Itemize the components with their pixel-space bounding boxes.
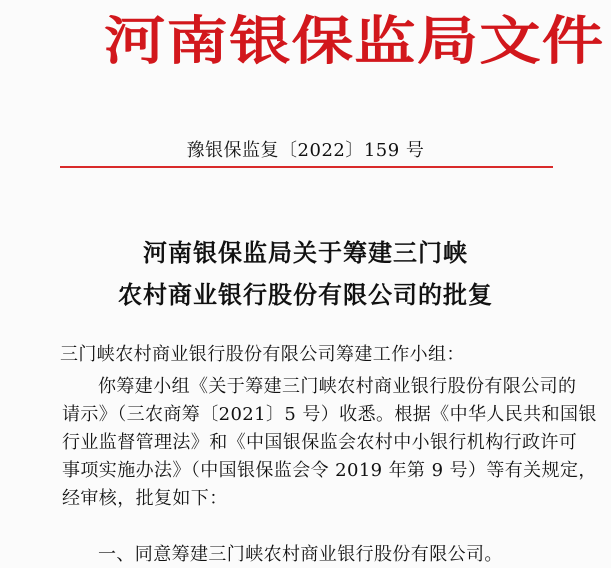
- approval-item-1: 一、同意筹建三门峡农村商业银行股份有限公司。: [98, 544, 503, 565]
- document-title-line-2: 农村商业银行股份有限公司的批复: [118, 280, 493, 309]
- paragraph-line-5: 经审核，批复如下：: [62, 488, 228, 509]
- paragraph-line-2: 请示》（三农商筹〔2021〕5 号）收悉。根据《中华人民共和国银: [62, 404, 597, 425]
- paragraph-line-4: 事项实施办法》（中国银保监会令 2019 年第 9 号）等有关规定，: [62, 460, 597, 481]
- paragraph-line-1: 你筹建小组《关于筹建三门峡农村商业银行股份有限公司的: [98, 376, 577, 397]
- red-divider: [60, 166, 553, 168]
- body-paragraph: [62, 373, 597, 513]
- document-header-title: 河南银保监局文件: [104, 12, 605, 72]
- document-title-line-1: 河南银保监局关于筹建三门峡: [143, 238, 468, 267]
- document-number: 豫银保监复〔2022〕159 号: [186, 140, 425, 161]
- paragraph-line-3: 行业监督管理法》和《中国银保监会农村中小银行机构行政许可: [62, 432, 578, 453]
- salutation: 三门峡农村商业银行股份有限公司筹建工作小组：: [60, 344, 465, 365]
